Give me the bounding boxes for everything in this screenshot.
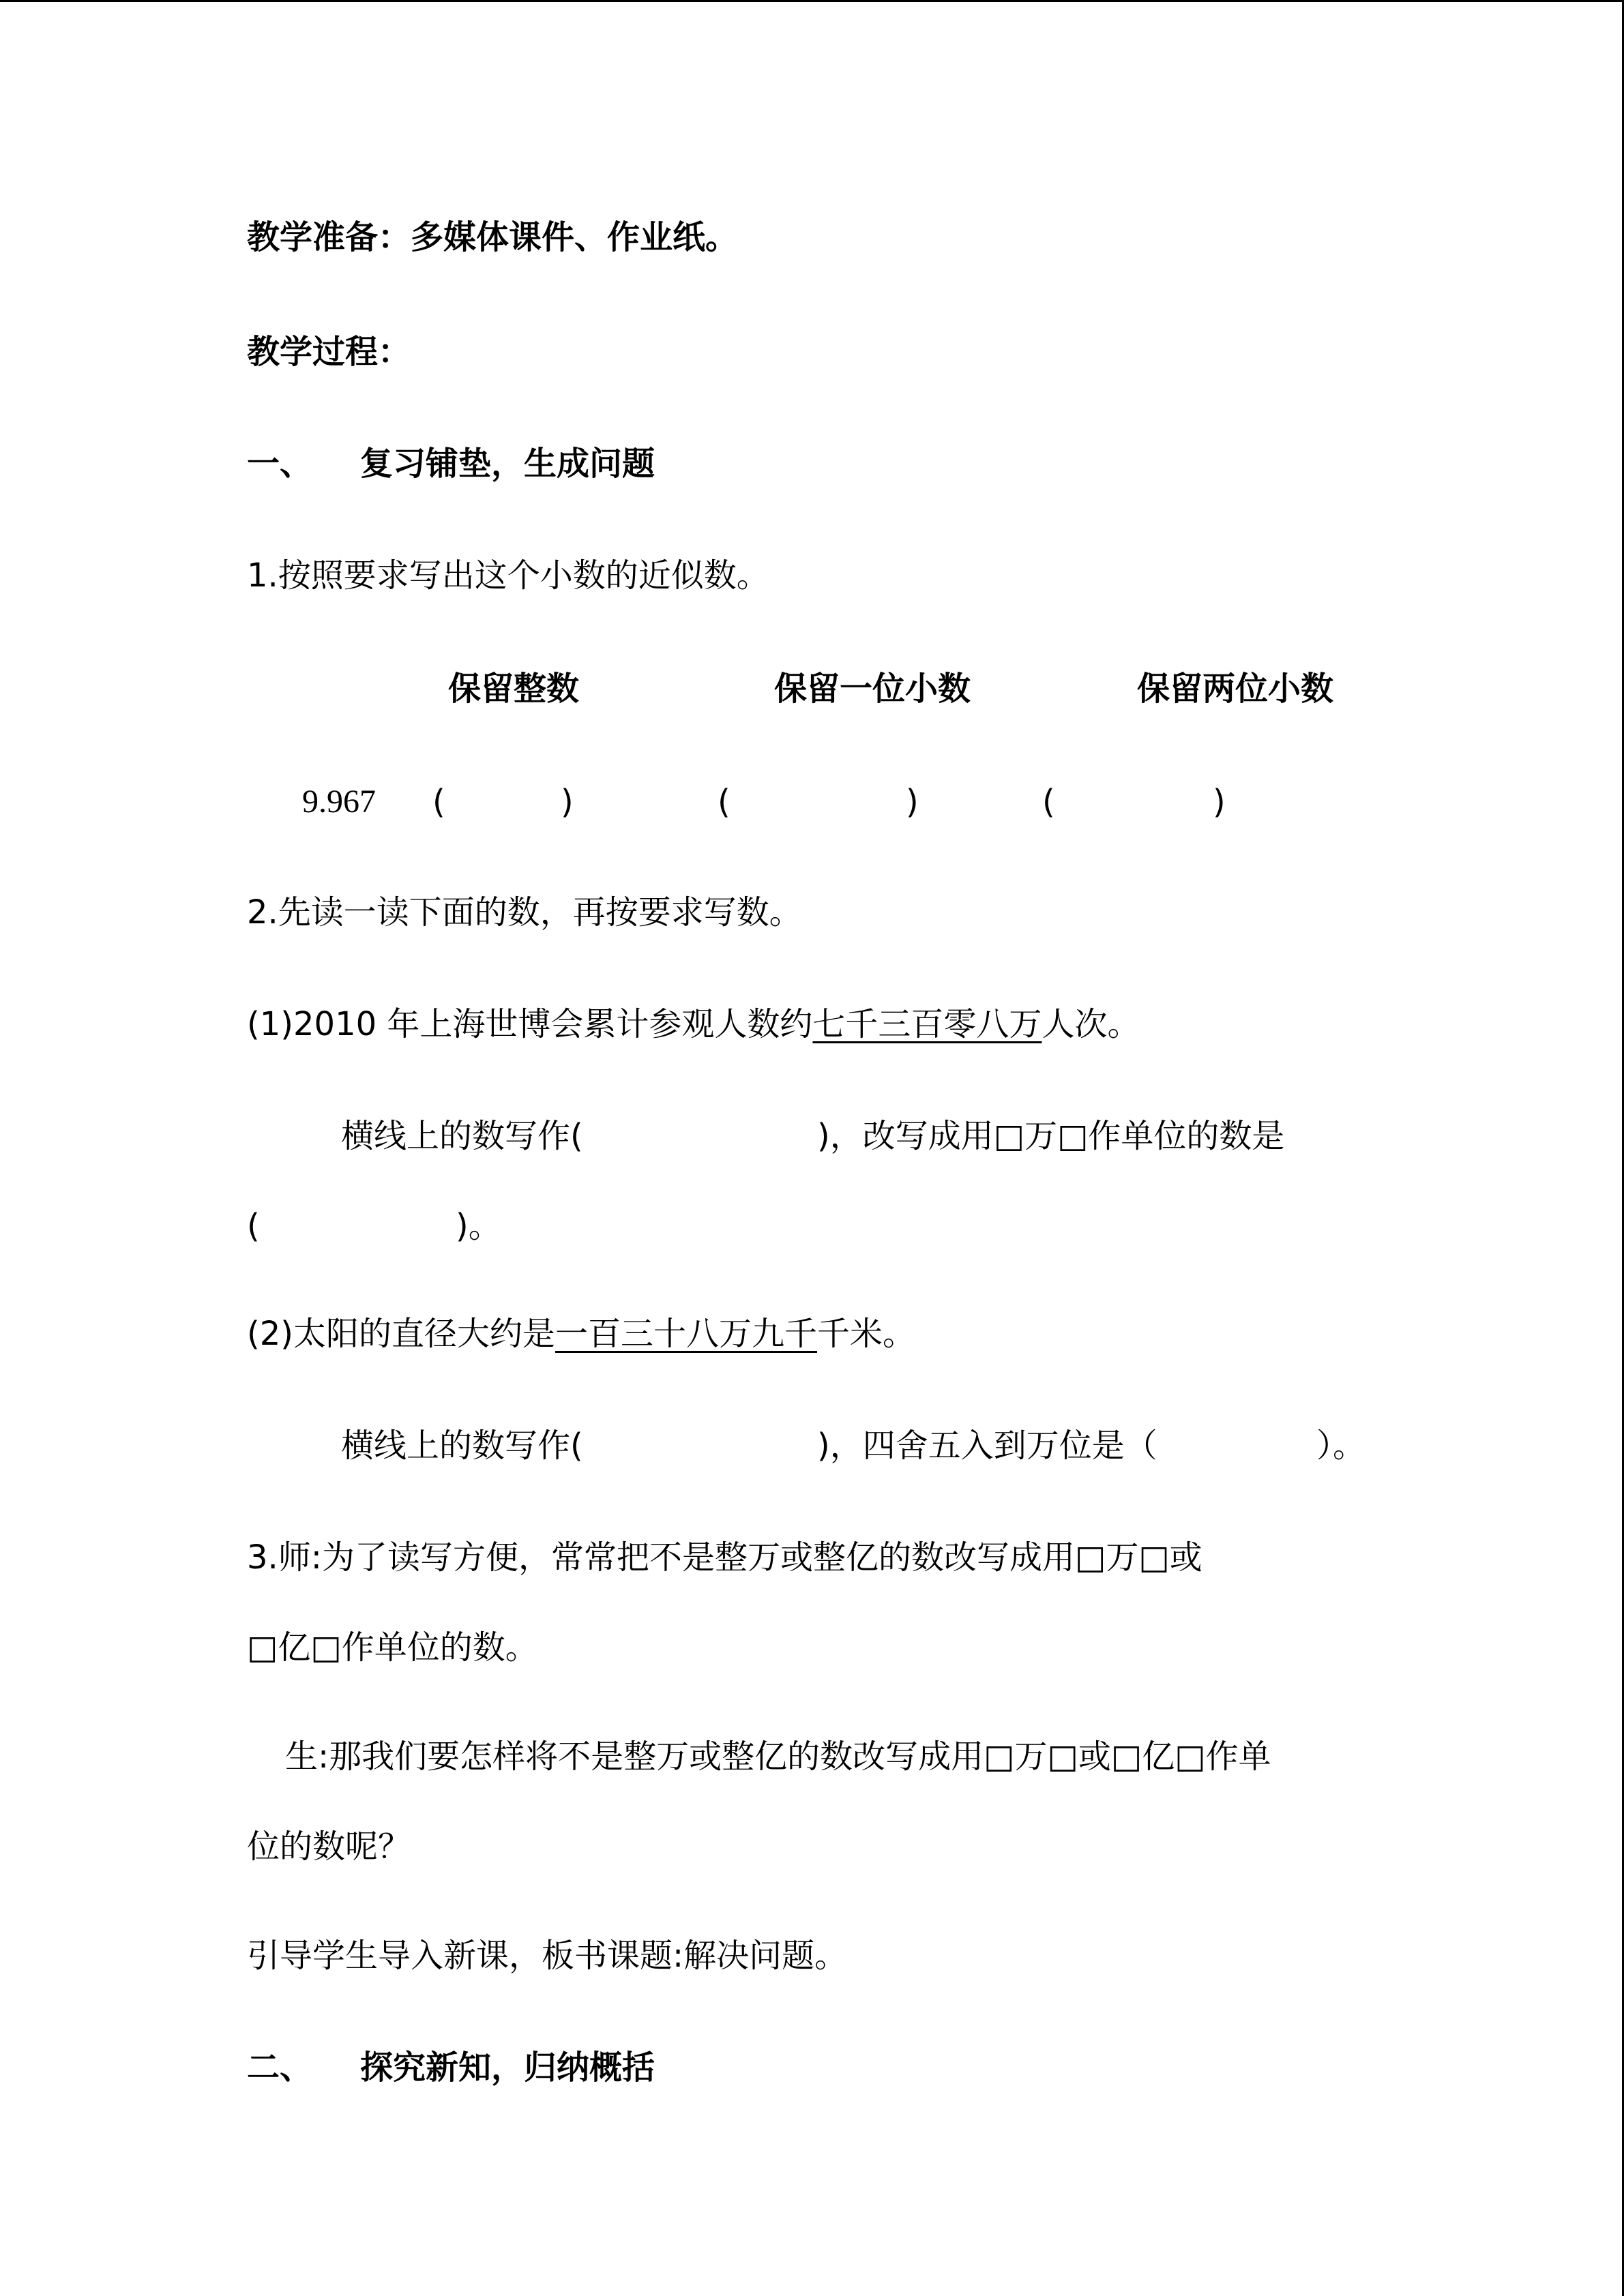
q2-item1-suffix: 人次。 [1042, 1005, 1140, 1043]
q2-item1-blank-line-b2: )。 [456, 1207, 501, 1245]
q2-item2-prefix: (2)太阳的直径大约是 [247, 1315, 555, 1353]
section2-title: 探究新知，归纳概括 [360, 2048, 655, 2087]
q3-line4: 位的数呢？ [247, 1828, 411, 1866]
q1-header-one-decimal: 保留一位小数 [774, 670, 971, 708]
q2-item1-prefix: (1)2010 年上海世博会累计参观人数约 [247, 1005, 813, 1043]
section2-number: 二、 [247, 2048, 313, 2087]
q2-item2-blank-line-a2: )，四舍五入到万位是（ [817, 1427, 1157, 1465]
q1-header-two-decimal: 保留两位小数 [1137, 670, 1334, 708]
page-top-border [0, 0, 1624, 2]
q3-line5: 引导学生导入新课，板书课题:解决问题。 [247, 1937, 848, 1975]
q3-line1: 3.师:为了读写方便，常常把不是整万或整亿的数改写成用□万□或 [247, 1538, 1202, 1577]
q1-blank3-open: ( [1042, 783, 1055, 821]
q1-blank3-close: ) [1213, 783, 1226, 821]
q1-blank1-open: ( [432, 783, 445, 821]
q3-line3: 生:那我们要怎样将不是整万或整亿的数改写成用□万□或□亿□作单 [285, 1738, 1271, 1776]
q2-item1-sentence [247, 1002, 1140, 1046]
section1-number: 一、 [247, 445, 313, 483]
q2-item1-blank-line-a2: )，改写成用□万□作单位的数是 [817, 1117, 1285, 1155]
q2-item1-underlined-number: 七千三百零八万 [812, 1005, 1042, 1043]
q2-item1-blank-line-a1: 横线上的数写作( [341, 1117, 583, 1155]
q1-blank2-close: ) [906, 783, 919, 821]
q2-text: 2.先读一读下面的数，再按要求写数。 [247, 893, 802, 931]
q1-blank2-open: ( [718, 783, 730, 821]
q1-blank1-close: ) [561, 783, 574, 821]
q3-line2: □亿□作单位的数。 [247, 1628, 538, 1667]
q2-item2-underlined-number: 一百三十八万九千 [555, 1315, 818, 1353]
q2-item1-blank-line-b1: ( [247, 1207, 260, 1245]
section1-title: 复习铺垫，生成问题 [360, 445, 655, 483]
q2-item2-sentence [247, 1312, 915, 1356]
q1-value: 9.967 [302, 784, 376, 820]
q2-item2-suffix: 千米。 [817, 1315, 916, 1353]
teaching-prep: 教学准备：多媒体课件、作业纸。 [247, 218, 739, 256]
q2-item2-blank-line-a3: ）。 [1316, 1427, 1366, 1465]
q1-text: 1.按照要求写出这个小数的近似数。 [247, 556, 769, 595]
q1-header-integer: 保留整数 [448, 670, 580, 708]
teaching-process-title: 教学过程： [247, 333, 411, 371]
q2-item2-blank-line-a1: 横线上的数写作( [341, 1427, 583, 1465]
